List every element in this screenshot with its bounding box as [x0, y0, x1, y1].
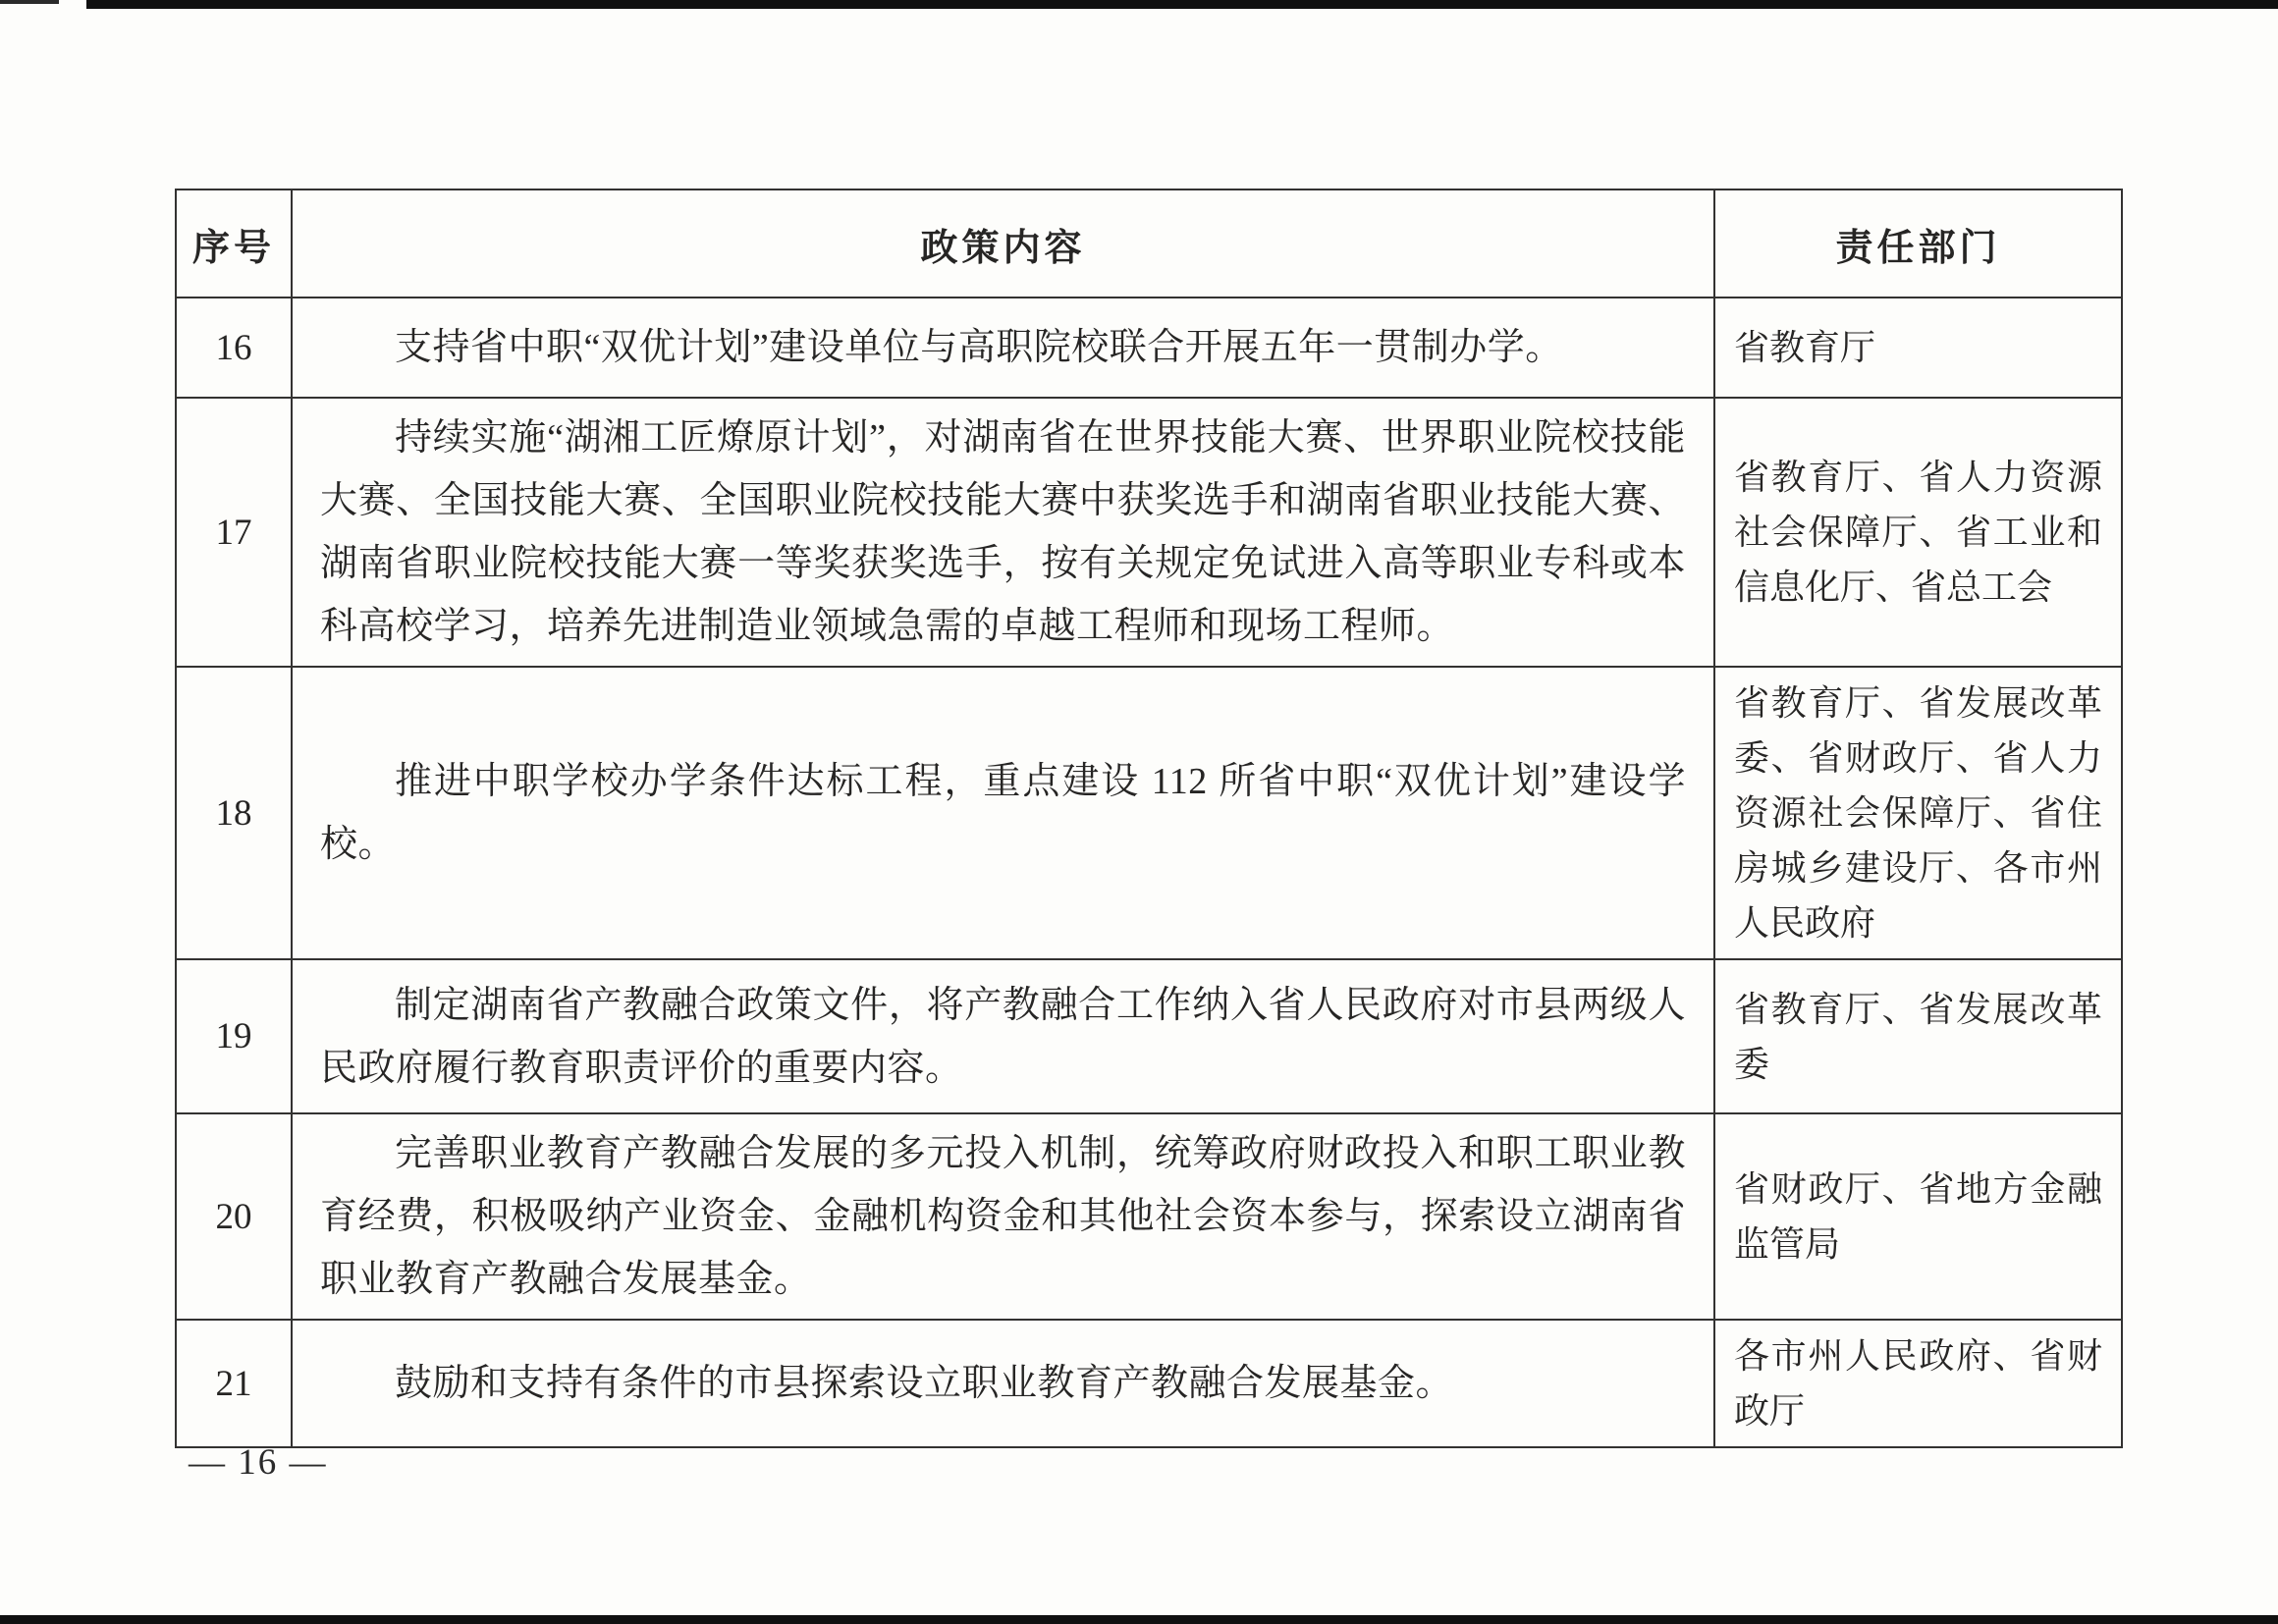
policy-content-cell: 支持省中职“双优计划”建设单位与高职院校联合开展五年一贯制办学。 [292, 298, 1714, 398]
table-row [176, 1320, 2122, 1447]
policy-content-cell: 制定湖南省产教融合政策文件，将产教融合工作纳入省人民政府对市县两级人民政府履行教育职责评价的重要内容。 [292, 959, 1714, 1113]
table-row [176, 959, 2122, 1113]
policy-content-cell: 鼓励和支持有条件的市县探索设立职业教育产教融合发展基金。 [292, 1320, 1714, 1447]
col-header-serial: 序号 [176, 189, 292, 298]
policy-content-cell: 持续实施“湖湘工匠燎原计划”，对湖南省在世界技能大赛、世界职业院校技能大赛、全国技能大赛、全国职业院校技能大赛中获奖选手和湖南省职业技能大赛、湖南省职业院校技能大赛一等奖获奖选手，按有关规定免试进入高等职业专科或本科高校学习，培养先进制造业领域急需的卓越工程师和现场工程师。 [292, 398, 1714, 667]
serial-cell: 16 [176, 298, 292, 398]
header-row [176, 189, 2122, 298]
col-header-department: 责任部门 [1714, 189, 2122, 298]
page-number: — 16 — [189, 1442, 328, 1483]
scan-artifact-top [86, 0, 2278, 9]
department-cell: 省财政厅、省地方金融监管局 [1714, 1113, 2122, 1320]
scan-artifact-bottom [0, 1615, 2278, 1624]
policy-table [175, 189, 2123, 1448]
department-cell: 省教育厅、省人力资源社会保障厅、省工业和信息化厅、省总工会 [1714, 398, 2122, 667]
table-row [176, 1113, 2122, 1320]
table-header [176, 189, 2122, 298]
table-row [176, 398, 2122, 667]
policy-content-cell: 完善职业教育产教融合发展的多元投入机制，统筹政府财政投入和职工职业教育经费，积极吸纳产业资金、金融机构资金和其他社会资本参与，探索设立湖南省职业教育产教融合发展基金。 [292, 1113, 1714, 1320]
table-row [176, 298, 2122, 398]
col-header-policy-content: 政策内容 [292, 189, 1714, 298]
department-cell: 各市州人民政府、省财政厅 [1714, 1320, 2122, 1447]
serial-cell: 21 [176, 1320, 292, 1447]
department-cell: 省教育厅、省发展改革委、省财政厅、省人力资源社会保障厅、省住房城乡建设厅、各市州人民政府 [1714, 667, 2122, 959]
serial-cell: 18 [176, 667, 292, 959]
serial-cell: 20 [176, 1113, 292, 1320]
serial-cell: 17 [176, 398, 292, 667]
department-cell: 省教育厅 [1714, 298, 2122, 398]
policy-content-cell: 推进中职学校办学条件达标工程，重点建设 112 所省中职“双优计划”建设学校。 [292, 667, 1714, 959]
table-body [176, 298, 2122, 1447]
department-cell: 省教育厅、省发展改革委 [1714, 959, 2122, 1113]
serial-cell: 19 [176, 959, 292, 1113]
table-row [176, 667, 2122, 959]
scan-artifact-top-left [0, 0, 59, 4]
